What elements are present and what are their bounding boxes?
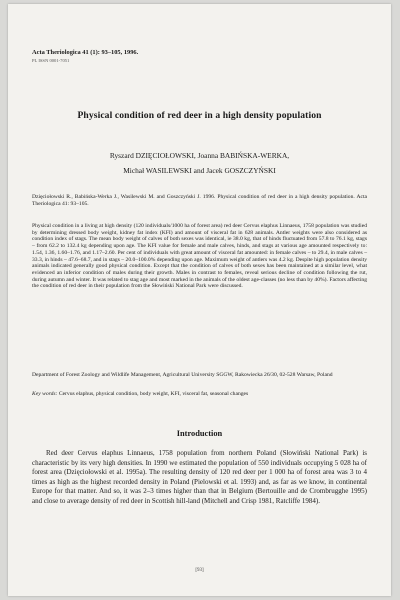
author-line-2: Michał WASILEWSKI and Jacek GOSZCZYŃSKI (123, 166, 276, 175)
keywords-label: Key words: (32, 391, 58, 397)
keywords-text: Cervus elaphus, physical condition, body weight, KFI, visceral fat, seasonal changes (58, 391, 249, 397)
issn-line: PL ISSN 0001-7051 (32, 58, 70, 63)
author-line-1: Ryszard DZIĘCIOŁOWSKI, Joanna BABIŃSKA-WERKA, (109, 151, 290, 160)
introduction-heading: Introduction (176, 429, 223, 438)
journal-citation-line: Acta Theriologica 41 (1): 93–105, 1996. (32, 49, 139, 56)
abstract-paragraph: Physical condition in a living at high density (120 individuals/1000 ha of forest area) red deer Cervus elaphus Linnaeus, 1758 population was studied by determining dressed body weight, kidney fat index (KFI) and amount of visceral fat in 628 animals. Antler weights were also considered as condition index of stags. The mean body weight of calves of both sexes was identical, ie 38.0 kg, that of hinds fluctuated from 57.8 to 76.1 kg, stags – from 62.2 to 132.4 kg depending upon age. The KFI value for female and male calves, hinds, and stags at various age amounted respectively to: 1.54, 1.36, 1.60–1.76, and 1.17–2.60. Per cent of individuals with great amount of visceral fat amounted: in female calves – to 29.4, in male calves – 33.3, in hinds – 47.6–68.7, and in stags – 20.0–100.0% depending upon age. Maximum weight of antlers was 4.2 kg. Despite high population density animals indicated generally good physical condition. Except that the condition of calves of both sexes has been maintained at a similar level, what evidenced an inferior condition of males during their growth. Males in contrast to females, reveal serious decline of condition following the rut, during autumn and winter. It was related to stag age and most marked in the animals of the oldest age-classes (no less than by 40%). Factors affecting the condition of red deer in their population from the Słowiński National Park were discussed. (32, 223, 367, 290)
introduction-paragraph: Red deer Cervus elaphus Linnaeus, 1758 population from northern Poland (Słowiński National Park) is characteristic by its very high densities. In 1990 we estimated the population of 550 individuals occupying 5 028 ha of forest area (Dzięciołowski et al. 1995a). The resulting density of 120 red deer per 1 000 ha of forest area was 3 to 4 times as high as the highest recorded density in Poland (Pielowski et al. 1993) and, as far as we know, in continental Europe for that matter. And so, it was 2–3 times higher than that in Belgium (Bertouille and de Crombrugghe 1995) and close to average density of red deer in Scottish hill-land (Mitchell and Crisp 1981, Ratcliffe 1984). (32, 449, 367, 505)
keywords-paragraph (32, 391, 367, 398)
paper-title: Physical condition of red deer in a high density population (77, 110, 322, 121)
citation-paragraph: Dzięciołowski R., Babińska-Werka J., Wasilewski M. and Goszczyński J. 1996. Physical condition of red deer in a high density population. Acta Theriologica 41: 93–105. (32, 194, 367, 207)
author-list (38, 148, 361, 178)
page-number: [93] (195, 568, 204, 573)
journal-page (8, 4, 391, 596)
affiliation-paragraph: Department of Forest Zoology and Wildlife Management, Agricultural University SGGW, Rakowiecka 26/30, 02-528 Warsaw, Poland (32, 372, 333, 378)
